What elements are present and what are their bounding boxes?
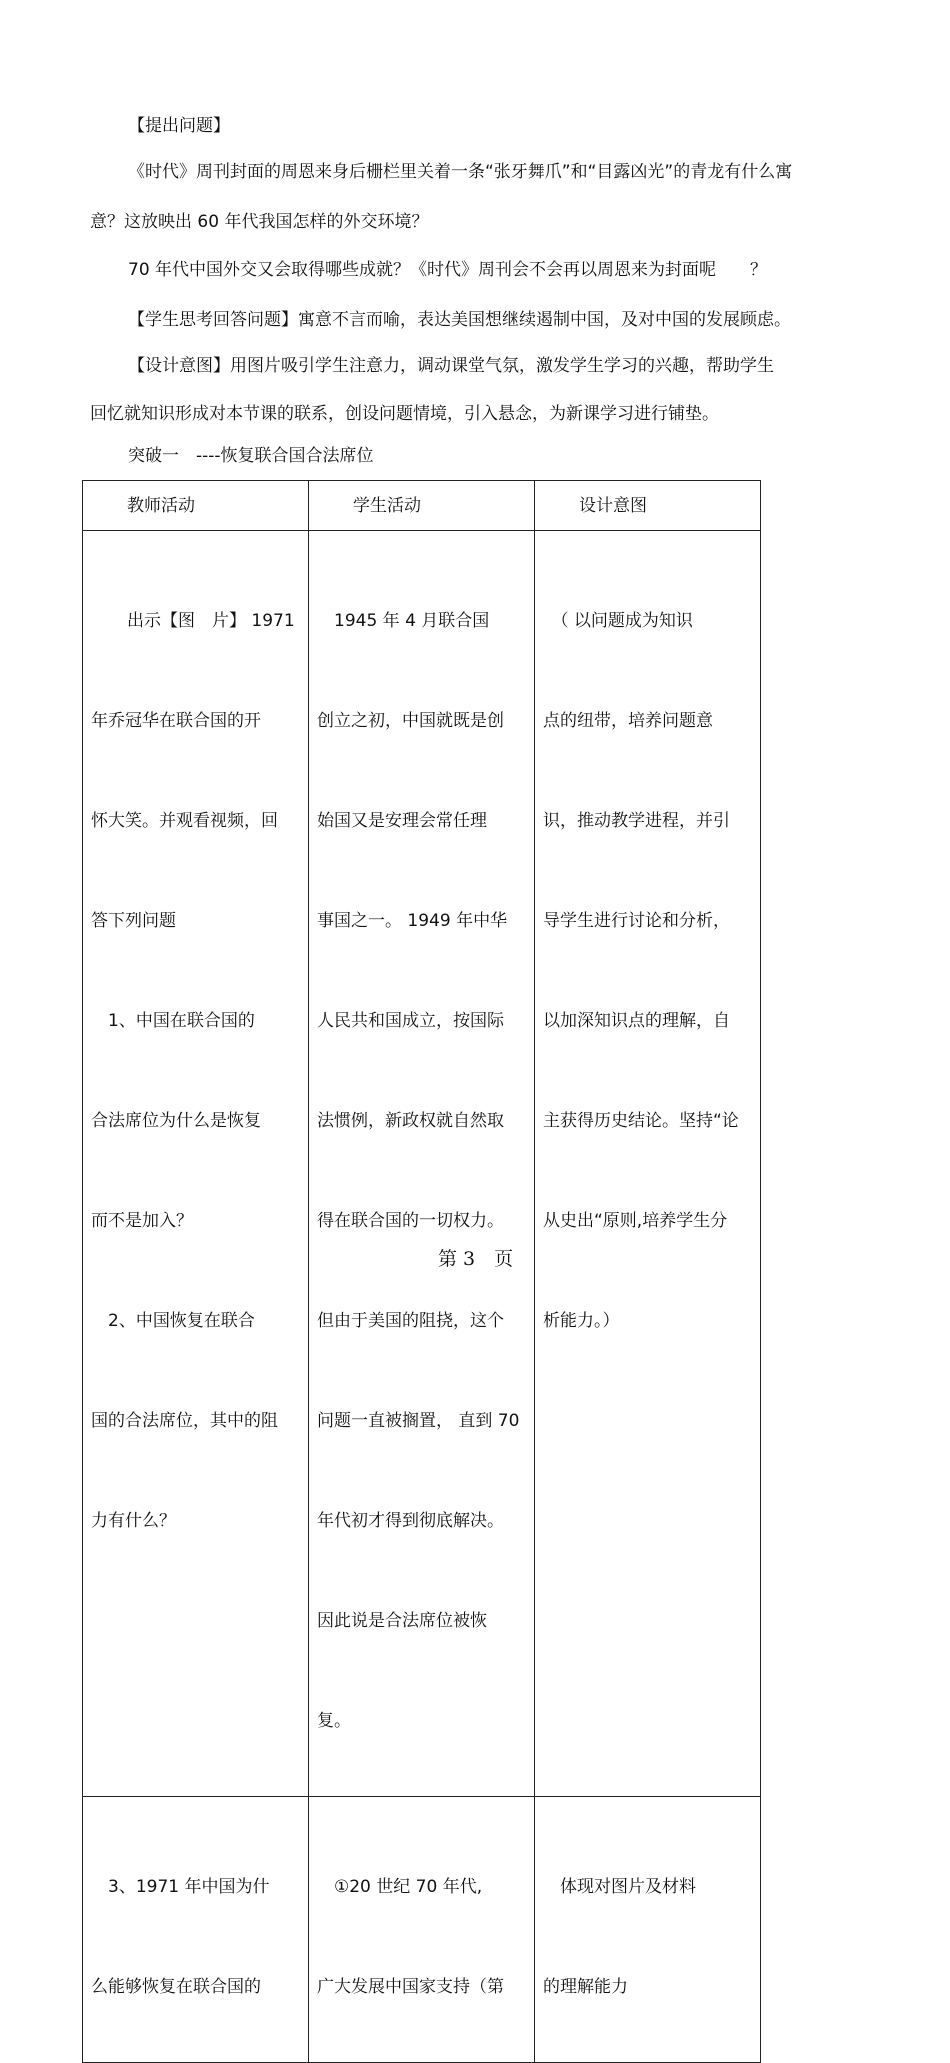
header-cell: [535, 481, 761, 531]
paragraph-student-answer: 【学生思考回答问题】寓意不言而喻，表达美国想继续遏制中国，及对中国的发展顾虑。: [128, 310, 791, 330]
text-line: 力有什么？: [91, 1511, 176, 1531]
text-line: 点的纽带，培养问题意: [543, 711, 713, 731]
text-line: 从史出“原则,培养学生分: [543, 1211, 728, 1231]
cell-text: [83, 1797, 308, 2062]
cell-text: [309, 1797, 534, 2062]
cell-student: [309, 1797, 535, 2063]
header-student-activity: 学生活动: [353, 496, 421, 516]
text-line: 答下列问题: [91, 911, 176, 931]
lesson-table: [82, 480, 761, 2063]
text-line: 2、中国恢复在联合: [91, 1311, 255, 1331]
header-cell: [83, 481, 309, 531]
paragraph-question-line2: 意？这放映出 60 年代我国怎样的外交环境？: [90, 212, 429, 232]
cell-text: [83, 531, 308, 1596]
text-line: 主获得历史结论。坚持“论: [543, 1111, 739, 1131]
text-line: 年代初才得到彻底解决。: [317, 1511, 504, 1531]
cell-teacher: [83, 1797, 309, 2063]
text-line: ①20 世纪 70 年代,: [317, 1877, 483, 1897]
text-line: 以加深知识点的理解，自: [543, 1011, 730, 1031]
cell-design: [535, 531, 761, 1797]
header-design-intent: 设计意图: [579, 496, 647, 516]
text-line: 怀大笑。并观看视频，回: [91, 811, 278, 831]
text-line: 国的合法席位，其中的阻: [91, 1411, 278, 1431]
cell-student: [309, 531, 535, 1797]
text-line: 复。: [317, 1711, 351, 1731]
cell-text: [535, 1797, 760, 2062]
page-number: 第 3 页: [438, 1248, 514, 1270]
paragraph-design-intent-line1: 【设计意图】用图片吸引学生注意力，调动课堂气氛，激发学生学习的兴趣，帮助学生: [128, 356, 774, 376]
text-line: 因此说是合法席位被恢: [317, 1611, 487, 1631]
text-line: 体现对图片及材料: [543, 1877, 696, 1897]
section-breakthrough-one: 突破一 ----恢复联合国合法席位: [128, 446, 374, 466]
text-line: 事国之一。 1949 年中华: [317, 911, 508, 931]
text-line: 但由于美国的阻挠，这个: [317, 1311, 504, 1331]
paragraph-design-intent-line2: 回忆就知识形成对本节课的联系，创设问题情境，引入悬念，为新课学习进行铺垫。: [90, 404, 719, 424]
text-line: 的理解能力: [543, 1977, 628, 1997]
text-line: 合法席位为什么是恢复: [91, 1111, 261, 1131]
header-teacher-activity: 教师活动: [127, 496, 195, 516]
text-line: 广大发展中国家支持（第: [317, 1977, 504, 1997]
text-line: 法惯例，新政权就自然取: [317, 1111, 504, 1131]
heading-raise-question: 【提出问题】: [128, 116, 230, 136]
table-row: [83, 531, 761, 1797]
text-line: 1、中国在联合国的: [91, 1011, 255, 1031]
table-header-row: [83, 481, 761, 531]
text-line: 识，推动教学进程，并引: [543, 811, 730, 831]
text-line: 创立之初，中国就既是创: [317, 711, 504, 731]
text-line: 而不是加入？: [91, 1211, 193, 1231]
text-line: 么能够恢复在联合国的: [91, 1977, 261, 1997]
text-line: 问题一直被搁置， 直到 70: [317, 1411, 520, 1431]
text-line: 析能力。）: [543, 1311, 620, 1331]
table-row: [83, 1797, 761, 2063]
text-line: 导学生进行讨论和分析，: [543, 911, 730, 931]
text-line: 得在联合国的一切权力。: [317, 1211, 504, 1231]
text-line: 人民共和国成立，按国际: [317, 1011, 504, 1031]
paragraph-question-70s: 70 年代中国外交又会取得哪些成就？《时代》周刊会不会再以周恩来为封面呢 ？: [128, 260, 768, 280]
text-line: 1945 年 4 月联合国: [317, 611, 490, 631]
text-line: 始国又是安理会常任理: [317, 811, 487, 831]
text-line: （ 以问题成为知识: [543, 611, 693, 631]
text-line: 出示【图 片】 1971: [127, 611, 295, 631]
paragraph-question-line1: 《时代》周刊封面的周恩来身后栅栏里关着一条“张牙舞爪”和“目露凶光”的青龙有什么寓: [128, 162, 793, 182]
cell-text: [309, 531, 534, 1796]
text-line: 3、1971 年中国为什: [91, 1877, 270, 1897]
cell-text: [535, 531, 760, 1396]
cell-teacher: [83, 531, 309, 1797]
cell-design: [535, 1797, 761, 2063]
header-cell: [309, 481, 535, 531]
text-line: 年乔冠华在联合国的开: [91, 711, 261, 731]
